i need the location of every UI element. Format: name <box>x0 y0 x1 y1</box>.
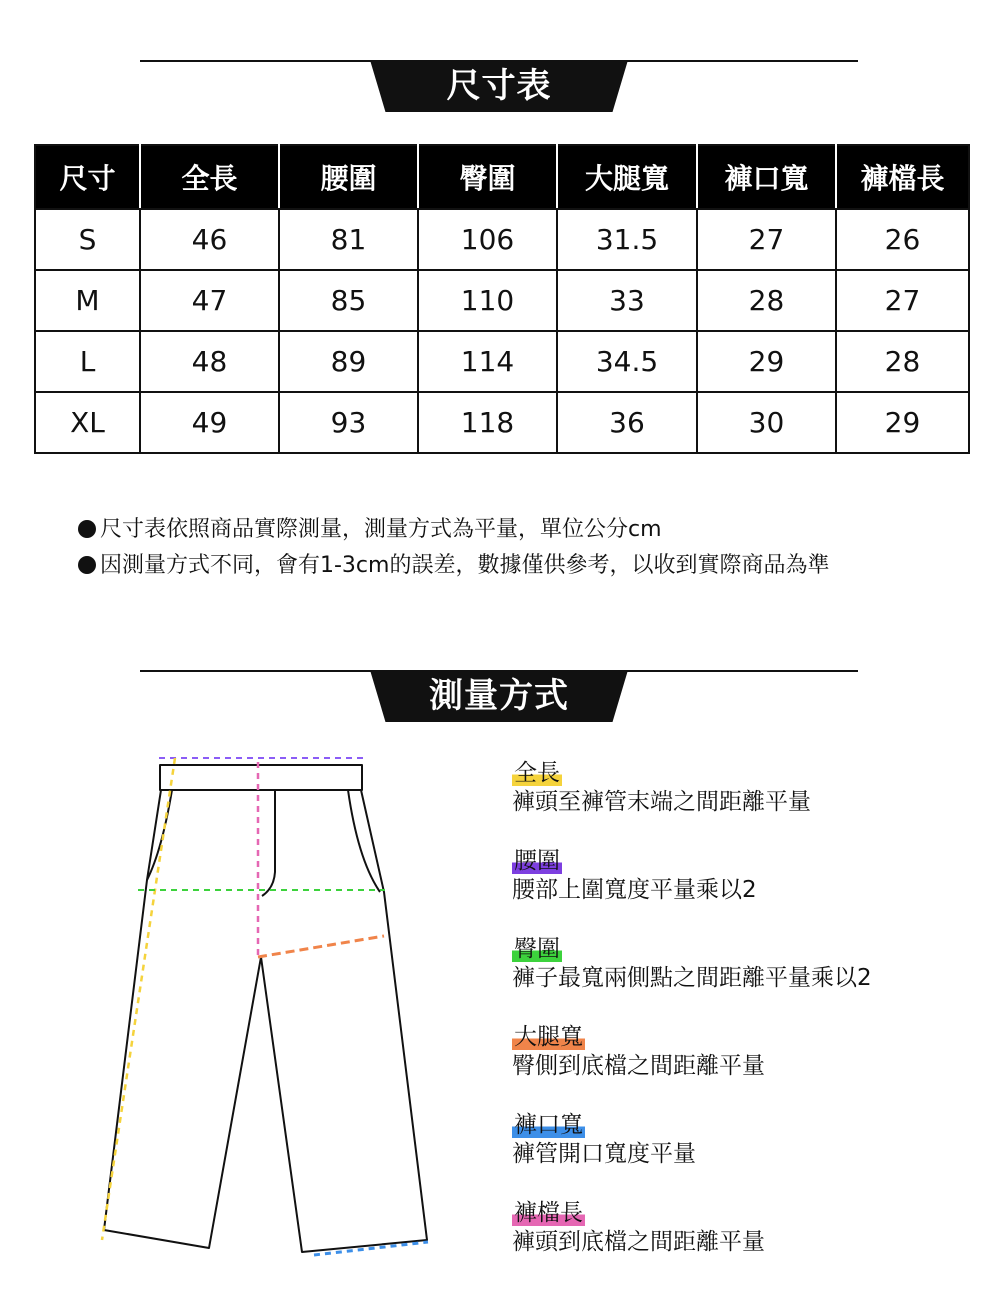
legend-desc: 褲頭到底檔之間距離平量 <box>512 1229 765 1255</box>
column-header: 全長 <box>140 145 279 209</box>
legend-desc: 腰部上圍寬度平量乘以2 <box>512 877 757 903</box>
table-cell: M <box>35 270 140 331</box>
table-cell: 106 <box>418 209 557 270</box>
measure-legend <box>512 760 982 1288</box>
legend-title: 大腿寬 <box>514 1024 583 1050</box>
measure-title: 測量方式 <box>429 676 569 716</box>
bullet-icon <box>78 556 96 574</box>
table-cell: 31.5 <box>557 209 697 270</box>
table-cell: 36 <box>557 392 697 453</box>
table-cell: 81 <box>279 209 418 270</box>
legend-item <box>512 1200 982 1288</box>
table-cell: 49 <box>140 392 279 453</box>
size-chart-title: 尺寸表 <box>446 66 552 106</box>
column-header: 褲檔長 <box>836 145 969 209</box>
bullet-icon <box>78 520 96 538</box>
size-table <box>34 144 970 454</box>
table-row <box>35 331 969 392</box>
table-row <box>35 209 969 270</box>
column-header: 褲口寬 <box>697 145 836 209</box>
table-cell: S <box>35 209 140 270</box>
table-cell: 118 <box>418 392 557 453</box>
table-cell: L <box>35 331 140 392</box>
column-header: 臀圍 <box>418 145 557 209</box>
table-cell: 28 <box>697 270 836 331</box>
waistband <box>160 765 362 790</box>
table-header-row <box>35 145 969 209</box>
fly-line <box>262 790 275 896</box>
legend-item <box>512 848 982 936</box>
legend-desc: 褲管開口寬度平量 <box>512 1141 696 1167</box>
legend-title: 腰圍 <box>514 848 560 874</box>
note-line <box>78 548 829 584</box>
table-cell: 48 <box>140 331 279 392</box>
measure-header <box>0 670 1000 740</box>
legend-title: 全長 <box>514 760 560 786</box>
table-cell: 27 <box>697 209 836 270</box>
column-header: 腰圍 <box>279 145 418 209</box>
table-cell: 47 <box>140 270 279 331</box>
legend-desc: 臀側到底檔之間距離平量 <box>512 1053 765 1079</box>
table-cell: 28 <box>836 331 969 392</box>
legend-title: 褲檔長 <box>514 1200 583 1226</box>
size-chart-header <box>0 60 1000 130</box>
table-cell: 27 <box>836 270 969 331</box>
legend-title: 褲口寬 <box>514 1112 583 1138</box>
legend-item <box>512 760 982 848</box>
table-row <box>35 392 969 453</box>
legend-desc: 褲子最寬兩側點之間距離平量乘以2 <box>512 965 872 991</box>
legend-desc: 褲頭至褲管末端之間距離平量 <box>512 789 811 815</box>
legend-title: 臀圍 <box>514 936 560 962</box>
table-cell: 29 <box>697 331 836 392</box>
table-cell: 30 <box>697 392 836 453</box>
table-cell: XL <box>35 392 140 453</box>
legend-item <box>512 1112 982 1200</box>
legend-item <box>512 1024 982 1112</box>
notes <box>78 512 829 584</box>
table-cell: 29 <box>836 392 969 453</box>
length-measure-line <box>102 758 175 1240</box>
table-cell: 26 <box>836 209 969 270</box>
column-header: 尺寸 <box>35 145 140 209</box>
note-text: 因測量方式不同，會有1-3cm的誤差，數據僅供參考，以收到實際商品為準 <box>100 553 830 578</box>
table-cell: 85 <box>279 270 418 331</box>
table-cell: 46 <box>140 209 279 270</box>
table-cell: 34.5 <box>557 331 697 392</box>
table-cell: 33 <box>557 270 697 331</box>
note-line <box>78 512 829 548</box>
table-cell: 93 <box>279 392 418 453</box>
table-row <box>35 270 969 331</box>
legend-item <box>512 936 982 1024</box>
pants-diagram <box>0 740 460 1270</box>
table-cell: 114 <box>418 331 557 392</box>
pants-body <box>104 790 427 1252</box>
table-cell: 89 <box>279 331 418 392</box>
table-cell: 110 <box>418 270 557 331</box>
column-header: 大腿寬 <box>557 145 697 209</box>
pants-outline <box>104 765 427 1252</box>
thigh-measure-line <box>258 936 384 957</box>
note-text: 尺寸表依照商品實際測量，測量方式為平量，單位公分cm <box>100 517 662 542</box>
